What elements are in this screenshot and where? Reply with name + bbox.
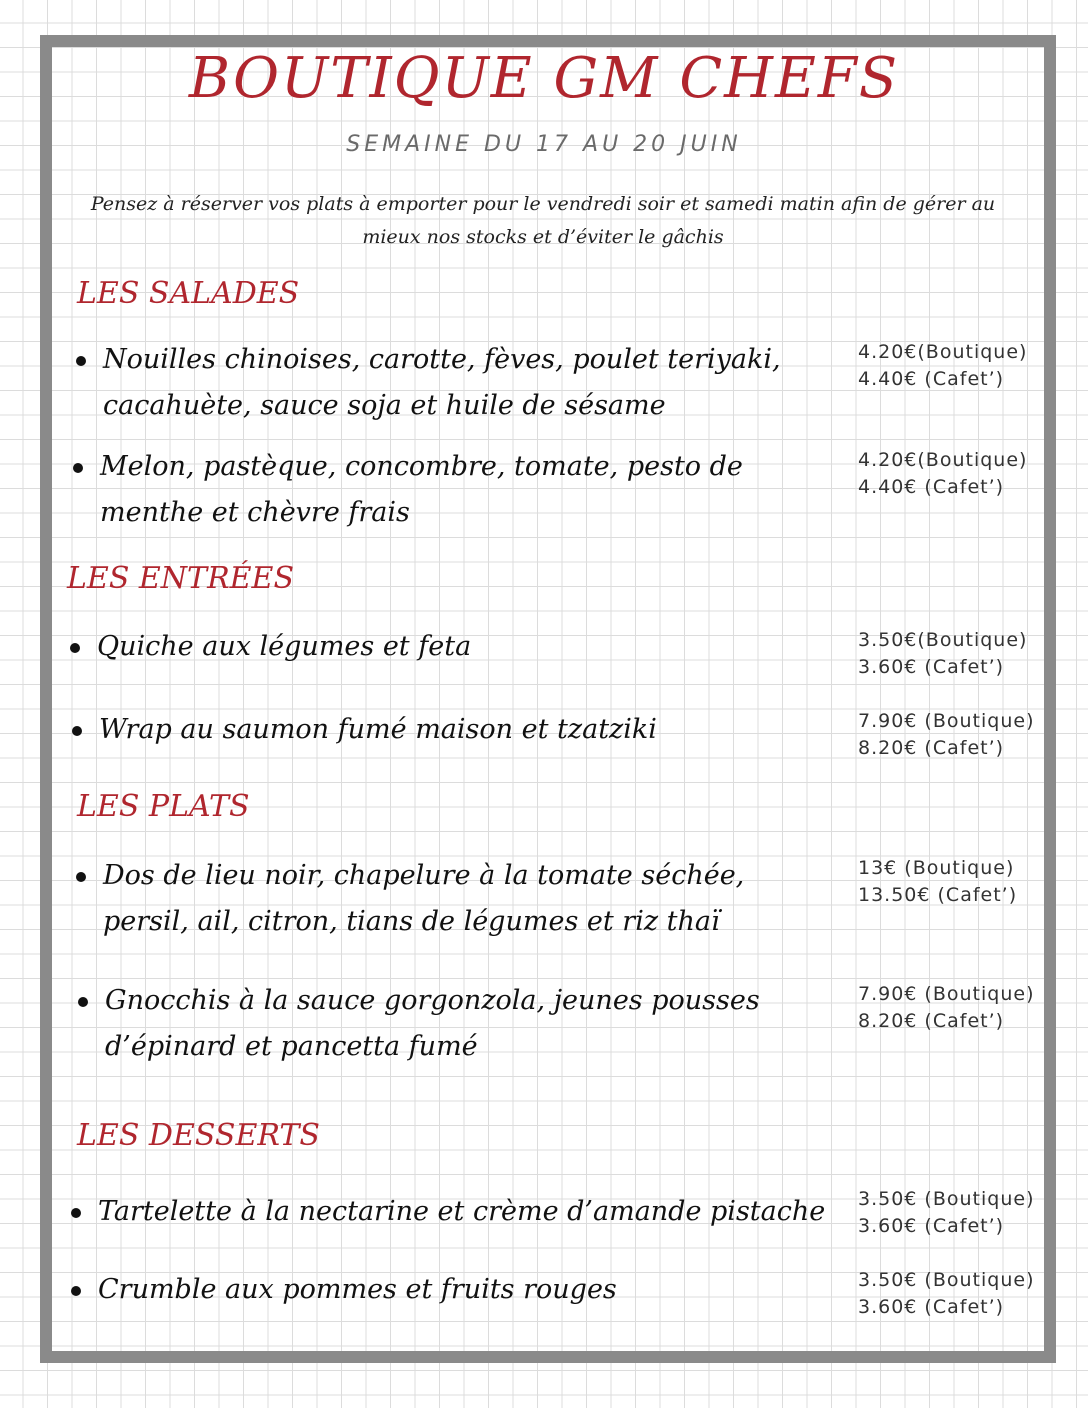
bullet-icon bbox=[71, 1208, 81, 1218]
price-salade-1 bbox=[858, 339, 1027, 393]
bullet-icon bbox=[70, 643, 80, 653]
price-cafet: 3.60€ (Cafet’) bbox=[858, 1296, 1005, 1318]
price-boutique: 3.50€ (Boutique) bbox=[858, 1269, 1035, 1291]
price-plat-1 bbox=[858, 855, 1017, 909]
price-cafet: 8.20€ (Cafet’) bbox=[858, 737, 1005, 759]
menu-item-entree-2: Wrap au saumon fumé maison et tzatziki bbox=[99, 714, 657, 745]
section-title-plats: LES PLATS bbox=[77, 789, 250, 824]
bullet-icon bbox=[76, 872, 86, 882]
price-cafet: 3.60€ (Cafet’) bbox=[858, 656, 1005, 678]
price-boutique: 4.20€(Boutique) bbox=[858, 449, 1028, 471]
menu-week: SEMAINE DU 17 AU 20 JUIN bbox=[346, 132, 742, 157]
section-title-salades: LES SALADES bbox=[77, 276, 300, 311]
price-boutique: 7.90€ (Boutique) bbox=[858, 710, 1035, 732]
menu-item-plat-2: Gnocchis à la sauce gorgonzola, jeunes pousses d’épinard et pancetta fumé bbox=[105, 985, 760, 1062]
bullet-icon bbox=[78, 997, 88, 1007]
bullet-icon bbox=[72, 726, 82, 736]
price-cafet: 4.40€ (Cafet’) bbox=[858, 476, 1005, 498]
section-title-desserts: LES DESSERTS bbox=[77, 1118, 320, 1153]
menu-title: BOUTIQUE GM CHEFS bbox=[188, 46, 900, 111]
price-boutique: 3.50€ (Boutique) bbox=[858, 1188, 1035, 1210]
menu-item-entree-1: Quiche aux légumes et feta bbox=[97, 631, 472, 662]
price-dessert-2 bbox=[858, 1267, 1034, 1321]
bullet-icon bbox=[73, 463, 83, 473]
menu-item-dessert-1: Tartelette à la nectarine et crème d’amande pistache bbox=[98, 1196, 826, 1227]
menu-item-plat-1: Dos de lieu noir, chapelure à la tomate séchée, persil, ail, citron, tians de légumes et riz thaï bbox=[103, 860, 745, 937]
price-plat-2 bbox=[858, 981, 1034, 1035]
price-salade-2 bbox=[858, 447, 1027, 501]
menu-item-salade-2: Melon, pastèque, concombre, tomate, pesto de menthe et chèvre frais bbox=[100, 451, 743, 528]
menu-intro: Pensez à réserver vos plats à emporter pour le vendredi soir et samedi matin afin de gérer au mieux nos stocks et d’éviter le gâchis bbox=[90, 193, 996, 248]
price-dessert-1 bbox=[858, 1186, 1034, 1240]
price-boutique: 4.20€(Boutique) bbox=[858, 341, 1028, 363]
price-cafet: 8.20€ (Cafet’) bbox=[858, 1010, 1005, 1032]
menu-item-salade-1: Nouilles chinoises, carotte, fèves, poulet teriyaki, cacahuète, sauce soja et huile de sésame bbox=[103, 344, 781, 421]
price-cafet: 3.60€ (Cafet’) bbox=[858, 1215, 1005, 1237]
price-boutique: 13€ (Boutique) bbox=[858, 857, 1015, 879]
bullet-icon bbox=[76, 356, 86, 366]
price-entree-1 bbox=[858, 627, 1027, 681]
bullet-icon bbox=[71, 1286, 81, 1296]
price-boutique: 7.90€ (Boutique) bbox=[858, 983, 1035, 1005]
price-cafet: 4.40€ (Cafet’) bbox=[858, 368, 1005, 390]
menu-item-dessert-2: Crumble aux pommes et fruits rouges bbox=[98, 1274, 617, 1305]
section-title-entrees: LES ENTRÉES bbox=[67, 561, 295, 596]
price-boutique: 3.50€(Boutique) bbox=[858, 629, 1028, 651]
price-entree-2 bbox=[858, 708, 1034, 762]
price-cafet: 13.50€ (Cafet’) bbox=[858, 884, 1018, 906]
